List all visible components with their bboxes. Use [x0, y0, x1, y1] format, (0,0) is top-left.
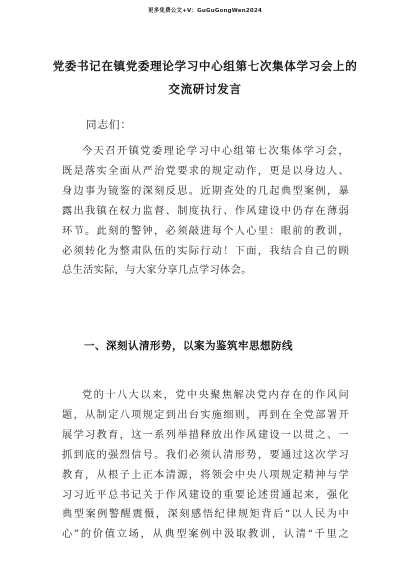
paragraph-2-line: 心”的价值立场，从典型案例中汲取教训，认清“千里之 — [62, 529, 349, 541]
paragraph-1-line: 露出我镇在权力监督、制度执行、作风建设中仍存在薄弱 — [62, 205, 349, 217]
paragraph-1 — [62, 142, 349, 281]
paragraph-1-line: 总生活实际，与大家分享几点学习体会。 — [62, 265, 252, 277]
section-heading: 一、深刻认清形势，以案为鉴筑牢思想防线 — [84, 340, 293, 352]
paragraph-2-line: 党的十八大以来，党中央聚焦解决党内存在的作风问 — [82, 390, 349, 401]
paragraph-2-line: 抓到底的强烈信号。我们必须认清形势，要通过这次学习 — [62, 449, 349, 461]
paragraph-2-line: 习习近平总书记关于作风建设的重要论述贯通起来，强化 — [62, 489, 349, 501]
title-line-1: 党委书记在镇党委理论学习中心组第七次集体学习会上的 — [52, 59, 358, 73]
paragraph-2-line: 题，从制定八项规定到出台实施细则，再到在全党部署开 — [62, 409, 349, 421]
paragraph-1-line: 既是落实全面从严治党要求的规定动作，更是以身边人、 — [62, 165, 349, 177]
document-title — [0, 55, 410, 101]
salutation: 同志们： — [86, 119, 132, 131]
paragraph-2-line: 展学习教育，这一系列举措释放出作风建设一以贯之、一 — [62, 429, 349, 441]
paragraph-2-line: 教育，从根子上正本清源，将领会中央八项规定精神与学 — [62, 469, 349, 481]
paragraph-1-line: 环节。此刻的警钟，必须敲进每个人心里：眼前的教训， — [62, 225, 349, 237]
paragraph-2 — [62, 386, 349, 545]
paragraph-1-line: 今天召开镇党委理论学习中心组第七次集体学习会， — [82, 146, 349, 157]
paragraph-1-line: 必须转化为整肃队伍的实际行动！下面，我结合自己的顾 — [62, 245, 349, 257]
paragraph-1-line: 身边事为镜鉴的深刻反思。近期查处的几起典型案例，暴 — [62, 185, 349, 197]
paragraph-2-line: 典型案例警醒震慑，深刻感悟纪律规矩背后“以人民为中 — [62, 509, 349, 521]
title-line-2: 交流研讨发言 — [168, 82, 242, 96]
header-note: 更多免费公文+V：GuGuGongWen2024 — [148, 8, 262, 14]
